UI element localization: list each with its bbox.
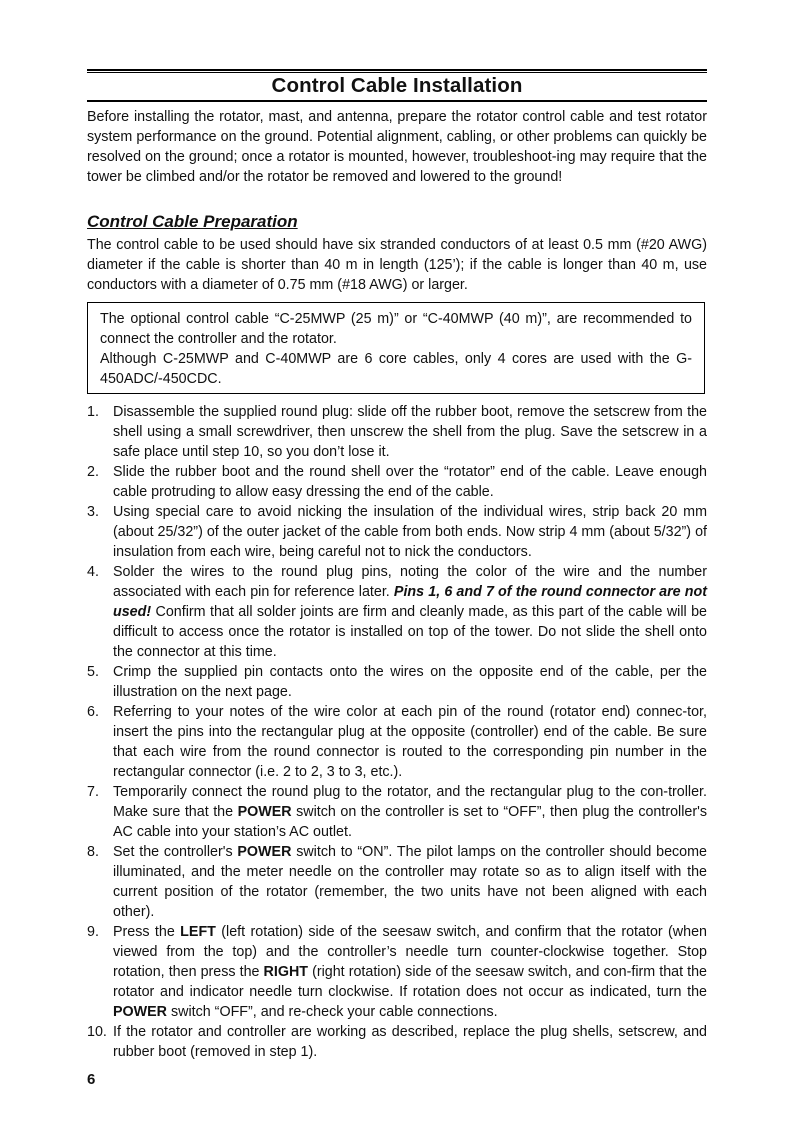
page-title: Control Cable Installation: [271, 74, 523, 97]
list-item: [87, 502, 707, 562]
step-text-part: switch to “ON”. The pilot lamps on the controller should become illuminated, and the meter needle on the controller may rotate so as to align itself with the current position of the rotator (remember, the two units have not been aligned with each other).: [113, 844, 707, 920]
step-text: Referring to your notes of the wire color at each pin of the round (rotator end) connec-tor, insert the pins into the rectangular plug at the opposite (controller) end of the cable. Be sure that each wire from the round connector is routed to the corresponding pin number in the rectangular connector (i.e. 2 to 2, 3 to 3, etc.).: [113, 704, 707, 780]
step-text: Crimp the supplied pin contacts onto the wires on the opposite end of the cable, per the illustration on the next page.: [113, 664, 707, 700]
power-label: POWER: [237, 844, 292, 860]
note-box: [87, 302, 705, 394]
step-number: 2.: [87, 464, 99, 480]
power-label: POWER: [237, 804, 292, 820]
power-label: POWER: [113, 1004, 168, 1020]
note-line-2: Although C-25MWP and C-40MWP are 6 core cables, only 4 cores are used with the G-450ADC/-450CDC.: [100, 351, 692, 387]
list-item: [87, 842, 707, 922]
step-text-part: Solder the wires to the round plug pins, noting the color of the wire and the number associated with each pin for reference later.: [113, 564, 707, 600]
step-text-part: (left rotation) side of the seesaw switch, and confirm that the rotator (when viewed from the top) and the controller’s needle turn counter-clockwise together. Stop rotation, then press the: [113, 924, 707, 980]
step-number: 6.: [87, 704, 99, 720]
right-label: RIGHT: [263, 964, 309, 980]
list-item: [87, 462, 707, 502]
section-heading: Control Cable Preparation: [87, 212, 298, 231]
list-item: [87, 1022, 707, 1062]
step-number: 5.: [87, 664, 99, 680]
step-number: 4.: [87, 564, 99, 580]
title-rule-top: [87, 69, 707, 71]
step-text-part: (right rotation) side of the seesaw switch, and con-firm that the rotator and indicator needle turn clockwise. If rotation does not occur as indicated, turn the: [113, 964, 707, 1000]
list-item: [87, 562, 707, 662]
step-text-part: Press the: [113, 924, 181, 940]
step-text-part: switch “OFF”, and re-check your cable connections.: [167, 1004, 498, 1020]
step-number: 3.: [87, 504, 99, 520]
step-text: If the rotator and controller are working as described, replace the plug shells, setscrew, and rubber boot (removed in step 1).: [113, 1024, 707, 1060]
title-rule-top-thin: [87, 72, 707, 73]
step-number: 8.: [87, 844, 99, 860]
title-rule-bottom: [87, 100, 707, 102]
left-label: LEFT: [180, 924, 216, 940]
page-number: 6: [87, 1071, 96, 1088]
step-text-part: Set the controller's: [113, 844, 238, 860]
note-line-1: The optional control cable “C-25MWP (25 m)” or “C-40MWP (40 m)”, are recommended to connect the controller and the rotator.: [100, 311, 692, 347]
list-item: [87, 662, 707, 702]
list-item: [87, 782, 707, 842]
step-text: Disassemble the supplied round plug: slide off the rubber boot, remove the setscrew from the shell using a small screwdriver, then unscrew the shell from the plug. Save the setscrew in a safe place until step 10, so you don’t lose it.: [113, 404, 707, 460]
intro-paragraph: Before installing the rotator, mast, and antenna, prepare the rotator control cable and test rotator system performance on the ground. Potential alignment, cabling, or other problems can quickly be resolved on the ground; once a rotator is mounted, however, troubleshoot-ing may require that the tower be climbed and/or the rotator be removed and lowered to the ground!: [87, 109, 707, 185]
step-text: Using special care to avoid nicking the insulation of the individual wires, strip back 20 mm (about 25/32”) of the outer jacket of the cable from both ends. Now strip 4 mm (about 5/32”) of insulation from each wire, being careful not to nick the conductors.: [113, 504, 707, 560]
step-warning: Pins 1, 6 and 7 of the round connector are not used!: [113, 584, 707, 620]
steps-list: [87, 402, 707, 1062]
step-number: 7.: [87, 784, 99, 800]
step-text: Slide the rubber boot and the round shell over the “rotator” end of the cable. Leave enough cable protruding to allow easy dressing the end of the cable.: [113, 464, 707, 500]
section-paragraph: The control cable to be used should have six stranded conductors of at least 0.5 mm (#20 AWG) diameter if the cable is shorter than 40 m in length (125’); if the cable is longer than 40 m, use conductors with a diameter of 0.75 mm (#18 AWG) or larger.: [87, 237, 707, 293]
step-number: 10.: [87, 1024, 107, 1040]
step-text-part: Confirm that all solder joints are firm and cleanly made, as this part of the cable will be difficult to access once the rotator is installed on top of the tower. Do not slide the shell onto the connector at this time.: [113, 604, 707, 660]
list-item: [87, 922, 707, 1022]
step-text-part: Temporarily connect the round plug to the rotator, and the rectangular plug to the con-troller. Make sure that the: [113, 784, 707, 820]
step-number: 9.: [87, 924, 99, 940]
step-text-part: switch on the controller is set to “OFF”, then plug the controller's AC cable into your station’s AC outlet.: [113, 804, 707, 840]
step-number: 1.: [87, 404, 99, 420]
list-item: [87, 402, 707, 462]
list-item: [87, 702, 707, 782]
